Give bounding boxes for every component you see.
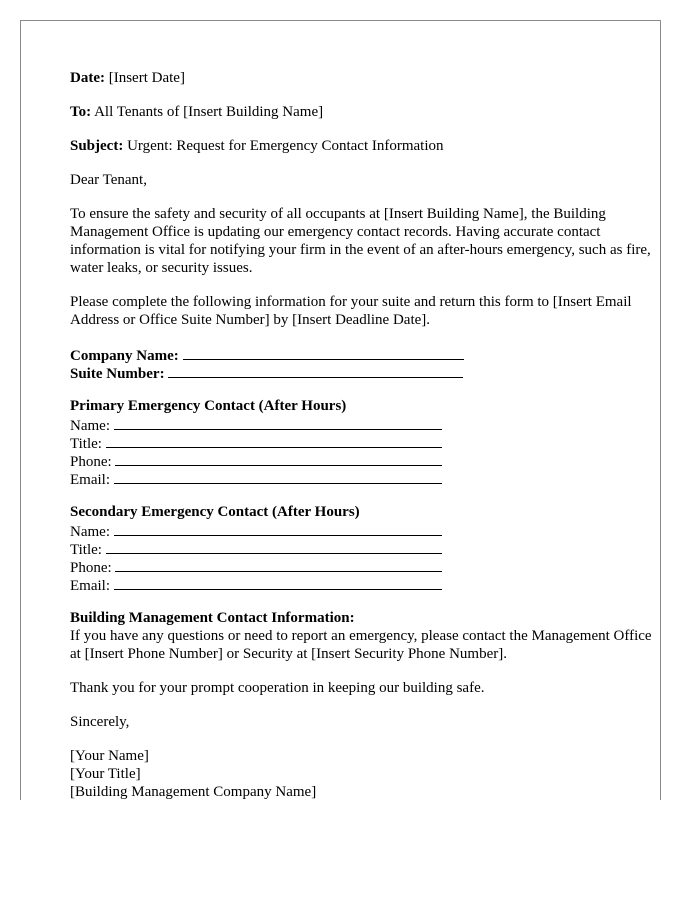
thank-you-line: Thank you for your prompt cooperation in keeping our building safe. [70,680,485,696]
subject-line [70,137,655,155]
secondary-name-blank[interactable] [114,521,442,536]
management-contact-section [70,609,655,663]
company-name-blank[interactable] [183,345,464,360]
secondary-email-blank[interactable] [114,575,442,590]
primary-name-row [70,415,655,433]
primary-title-row [70,433,655,451]
primary-phone-blank[interactable] [115,451,442,466]
secondary-title-blank[interactable] [106,539,442,554]
primary-email-blank[interactable] [114,469,442,484]
secondary-email-row [70,575,655,593]
primary-name-blank[interactable] [114,415,442,430]
secondary-title-label: Title: [70,542,102,558]
secondary-title-row [70,539,655,557]
secondary-contact-heading: Secondary Emergency Contact (After Hours) [70,504,360,520]
company-fields [70,345,655,381]
closing-line: Sincerely, [70,714,130,730]
signature-company: [Building Management Company Name] [70,784,317,800]
suite-number-blank[interactable] [168,363,463,378]
date-label: Date: [70,70,105,86]
primary-email-label: Email: [70,472,110,488]
date-line [70,69,655,87]
primary-contact-section [70,397,655,487]
suite-number-row [70,363,655,381]
date-value: [Insert Date] [108,70,185,86]
salutation: Dear Tenant, [70,172,147,188]
primary-contact-heading: Primary Emergency Contact (After Hours) [70,398,347,414]
to-label: To: [70,104,92,120]
subject-label: Subject: [70,138,124,154]
intro-paragraph: To ensure the safety and security of all occupants at [Insert Building Name], the Building Management Office is updating our emergency contact records. Having accurate contact information is vital for notifying your firm in the event of an after-hours emergency, such as fire, water leaks, or security issues. [70,206,651,276]
subject-value: Urgent: Request for Emergency Contact Information [127,138,444,154]
secondary-email-label: Email: [70,578,110,594]
secondary-name-label: Name: [70,524,110,540]
primary-phone-row [70,451,655,469]
primary-phone-label: Phone: [70,454,112,470]
letter-content [70,69,655,801]
primary-title-blank[interactable] [106,433,442,448]
company-name-label: Company Name: [70,348,179,364]
secondary-phone-blank[interactable] [115,557,442,572]
secondary-contact-section [70,503,655,593]
management-contact-text: If you have any questions or need to report an emergency, please contact the Management Office at [Insert Phone Number] or Security at [Insert Security Phone Number]. [70,628,652,662]
signature-name: [Your Name] [70,748,149,764]
secondary-phone-row [70,557,655,575]
primary-email-row [70,469,655,487]
company-name-row [70,345,655,363]
suite-number-label: Suite Number: [70,366,165,382]
instructions-paragraph: Please complete the following information for your suite and return this form to [Insert Email Address or Office Suite Number] by [Insert Deadline Date]. [70,294,632,328]
letter-page [20,20,661,800]
to-value: All Tenants of [Insert Building Name] [94,104,324,120]
to-line [70,103,655,121]
primary-name-label: Name: [70,418,110,434]
management-contact-heading: Building Management Contact Information: [70,610,355,626]
signature-block [70,747,655,801]
secondary-name-row [70,521,655,539]
primary-title-label: Title: [70,436,102,452]
signature-title: [Your Title] [70,766,141,782]
secondary-phone-label: Phone: [70,560,112,576]
